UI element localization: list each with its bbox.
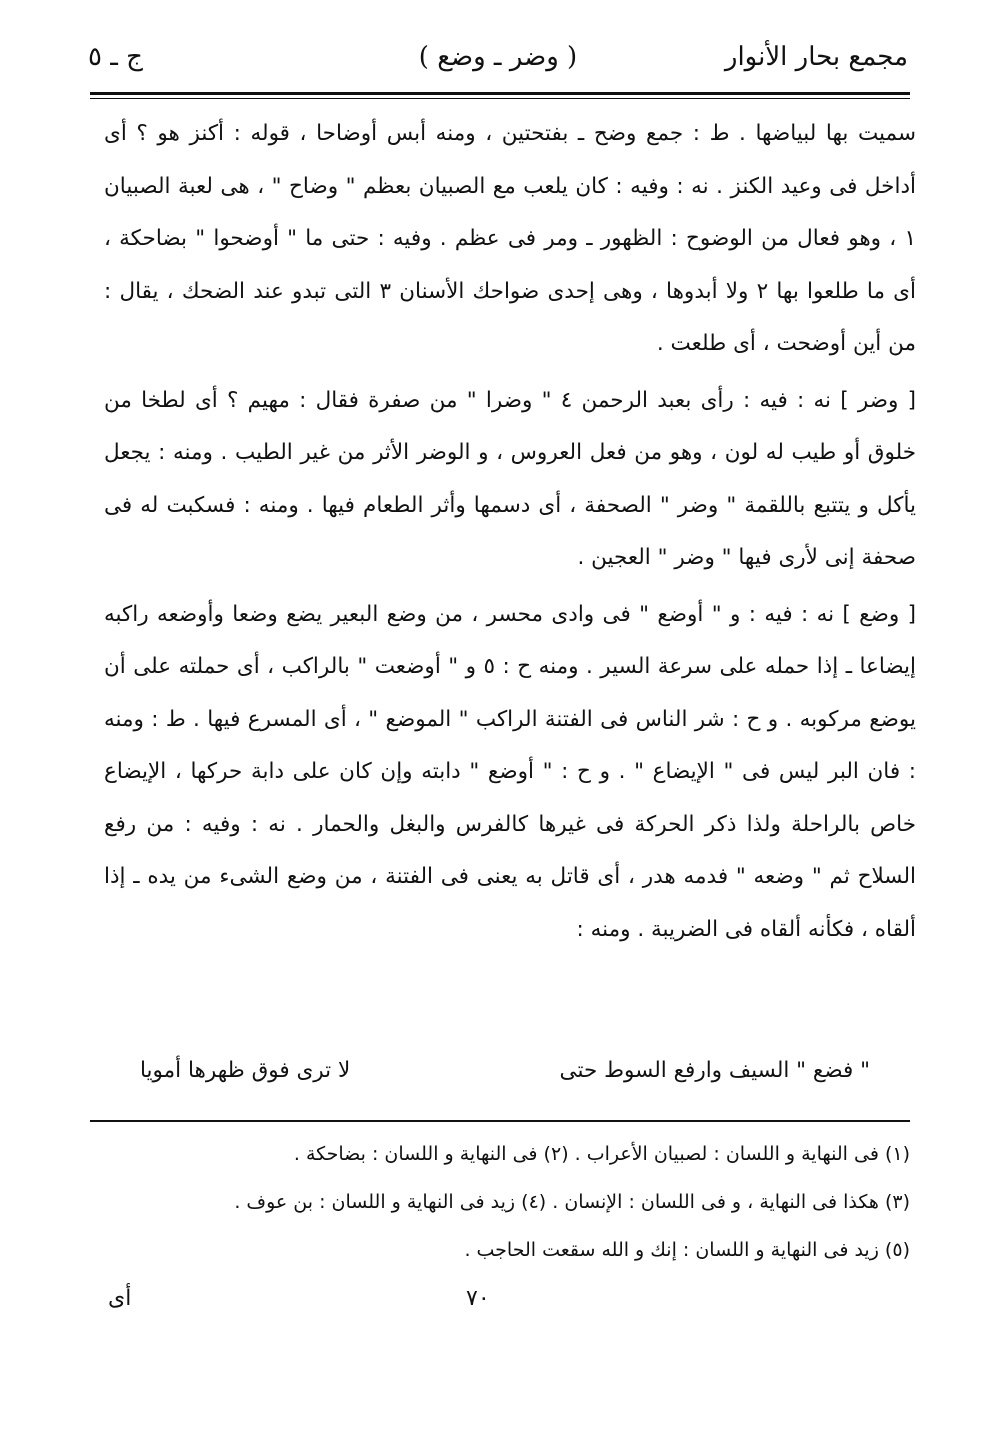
volume-label: ج ـ ٥	[88, 42, 143, 72]
catchword: أى	[108, 1286, 132, 1311]
page-number: ٧٠	[466, 1286, 490, 1311]
main-text	[104, 108, 916, 956]
paragraph-wadh: سميت بها لبياضها . ط : جمع وضح ـ بفتحتين ، ومنه أبس أوضاحا ، قوله : أكنز هو ؟ أى أداخل فى وعيد الكنز . نه : وفيه : كان يلعب مع الصبيان بعظم " وضاح " ، هى لعبة الصبيان ١ ، وهو فعال من الوضوح : الظهور ـ ومر فى عظم . وفيه : حتى ما " أوضحوا " بضاحكة ، أى ما طلعوا بها ٢ ولا أبدوها ، وهى إحدى ضواحك الأسنان ٣ التى تبدو عند الضحك ، يقال : من أين أوضحت ، أى طلعت .	[104, 121, 916, 356]
paragraph-wada: [ وضع ] نه : فيه : و " أوضع " فى وادى محسر ، من وضع البعير يضع وضعا وأوضعه راكبه إيضاعا ـ إذا حمله على سرعة السير . ومنه ح : ٥ و " أوضعت " بالراكب ، أى حملته على أن يوضع مركوبه . و ح : شر الناس فى الفتنة الراكب " الموضع " ، أى المسرع فيها . ط : ومنه : فان البر ليس فى " الإيضاع " . و ح : " أوضع " دابته وإن كان على دابة حركها ، الإيضاع خاص بالراحلة ولذا ذكر الحركة فى غيرها كالفرس والبغل والحمار . نه : وفيه : من رفع السلاح ثم " وضعه " فدمه هدر ، أى قاتل به يعنى فى الفتنة ، من وضع الشىء من يده ـ إذا ألقاه ، فكأنه ألقاه فى الضريبة . ومنه :	[104, 601, 916, 942]
paragraph-wadar: [ وضر ] نه : فيه : رأى بعبد الرحمن ٤ " وضرا " من صفرة فقال : مهيم ؟ أى لطخا من خلوق أو طيب له لون ، وهو من فعل العروس ، و الوضر الأثر من غير الطيب . ومنه : يجعل يأكل و يتتبع باللقمة " وضر " الصحفة ، أى دسمها وأثر الطعام فيها . ومنه : فسكبت له فى صحفة إنى لأرى فيها " وضر " العجين .	[104, 387, 916, 570]
header-rule-thin	[90, 98, 910, 99]
footnotes	[104, 1130, 910, 1274]
footnote-line: (٣) هكذا فى النهاية ، و فى اللسان : الإنسان . (٤) زيد فى النهاية و اللسان : بن عوف .	[234, 1191, 910, 1213]
verse-second-hemistich: لا ترى فوق ظهرها أمويا	[140, 1058, 351, 1083]
footnote-line: (١) فى النهاية و اللسان : لصبيان الأعراب . (٢) فى النهاية و اللسان : بضاحكة .	[293, 1143, 910, 1165]
footnote-line: (٥) زيد فى النهاية و اللسان : إنك و الله سقعت الحاجب .	[464, 1239, 910, 1261]
entry-range-title: ( وضر ـ وضع )	[418, 42, 578, 72]
book-title: مجمع بحار الأنوار	[724, 42, 908, 72]
running-header	[88, 36, 908, 86]
poetry-verse	[140, 1058, 870, 1083]
verse-first-hemistich: " فضع " السيف وارفع السوط حتى	[559, 1058, 870, 1083]
footnote-rule	[90, 1120, 910, 1122]
header-rule	[90, 92, 910, 95]
